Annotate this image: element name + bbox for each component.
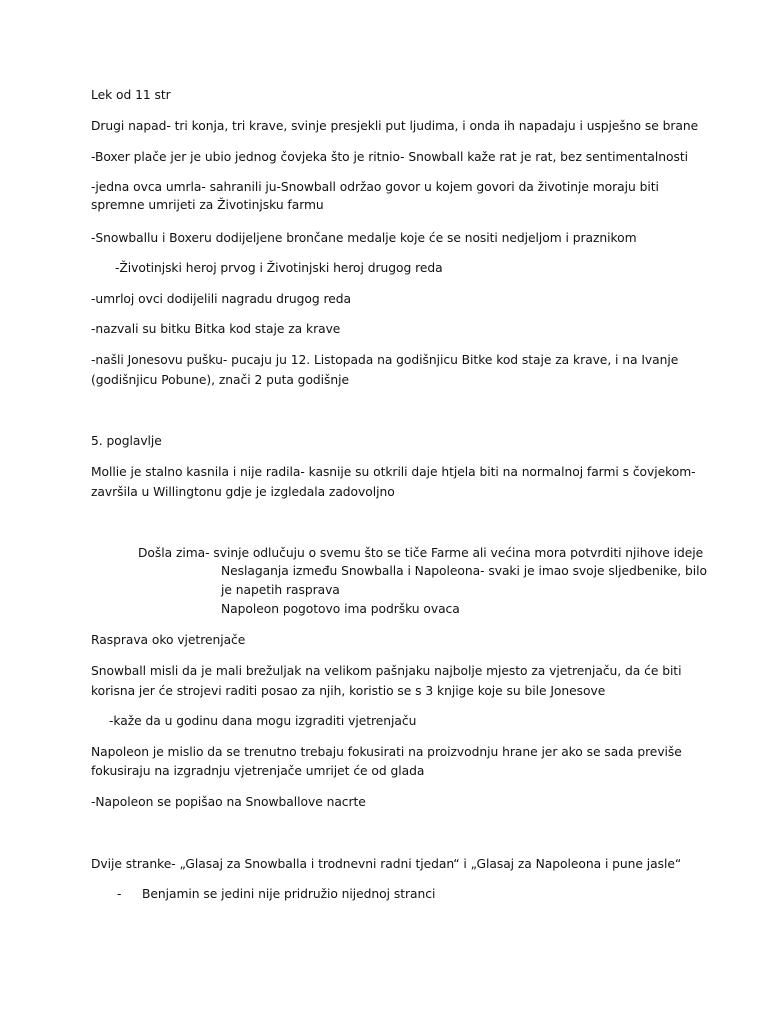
paragraph-12: Napoleon pogotovo ima podršku ovaca [221, 602, 460, 616]
paragraph-8-line-1: -našli Jonesovu pušku- pucaju ju 12. Listopada na godišnjicu Bitke kod staje za krave, i na Ivanje [91, 353, 679, 367]
list-item-benjamin: Benjamin se jedini nije pridružio nijednoj stranci [142, 887, 436, 901]
paragraph-4: -Snowballu i Boxeru dodijeljene brončane medalje koje će se nositi nedjeljom i praznikom [91, 231, 637, 245]
paragraph-14-line-2: korisna jer će strojevi raditi posao za njih, koristio se s 3 knjige koje su bile Jonesove [91, 684, 606, 698]
heading-text: Lek od 11 str [91, 88, 171, 102]
chapter-heading: 5. poglavlje [91, 434, 162, 448]
paragraph-16-line-1: Napoleon je mislio da se trenutno trebaju fokusirati na proizvodnju hrane jer ako se sada previše [91, 745, 682, 759]
paragraph-5: -Životinjski heroj prvog i Životinjski heroj drugog reda [115, 261, 443, 275]
list-bullet-dash: - [117, 887, 122, 901]
paragraph-11-line-1: Neslaganja između Snowballa i Napoleona- svaki je imao svoje sljedbenike, bilo [221, 564, 707, 578]
paragraph-10: Došla zima- svinje odlučuju o svemu što se tiče Farme ali većina mora potvrditi njihove ideje [138, 546, 704, 560]
paragraph-11-line-2: je napetih rasprava [221, 583, 340, 597]
paragraph-9-line-1: Mollie je stalno kasnila i nije radila- kasnije su otkrili daje htjela biti na normalnoj farmi s čovjekom- [91, 465, 696, 479]
paragraph-16-line-2: fokusiraju na izgradnju vjetrenjače umrijet će od glada [91, 764, 425, 778]
paragraph-8-line-2: (godišnjicu Pobune), znači 2 puta godišnje [91, 373, 350, 387]
paragraph-7: -nazvali su bitku Bitka kod staje za krave [91, 322, 341, 336]
paragraph-14-line-1: Snowball misli da je mali brežuljak na velikom pašnjaku najbolje mjesto za vjetrenjaču, da će biti [91, 664, 682, 678]
paragraph-1: Drugi napad- tri konja, tri krave, svinje presjekli put ljudima, i onda ih napadaju i uspješno se brane [91, 119, 699, 133]
paragraph-17: -Napoleon se popišao na Snowballove nacrte [91, 795, 366, 809]
paragraph-3-line-2: spremne umrijeti za Životinjsku farmu [91, 198, 324, 212]
paragraph-13: Rasprava oko vjetrenjače [91, 633, 246, 647]
paragraph-9-line-2: završila u Willingtonu gdje je izgledala zadovoljno [91, 485, 395, 499]
paragraph-18: Dvije stranke- „Glasaj za Snowballa i trodnevni radni tjedan“ i „Glasaj za Napoleona i pune jasle“ [91, 857, 682, 871]
paragraph-2: -Boxer plače jer je ubio jednog čovjeka što je ritnio- Snowball kaže rat je rat, bez sentimentalnosti [91, 150, 688, 164]
paragraph-6: -umrloj ovci dodijelili nagradu drugog reda [91, 292, 351, 306]
paragraph-3-line-1: -jedna ovca umrla- sahranili ju-Snowball održao govor u kojem govori da životinje moraju biti [91, 180, 659, 194]
paragraph-15: -kaže da u godinu dana mogu izgraditi vjetrenjaču [109, 714, 417, 728]
